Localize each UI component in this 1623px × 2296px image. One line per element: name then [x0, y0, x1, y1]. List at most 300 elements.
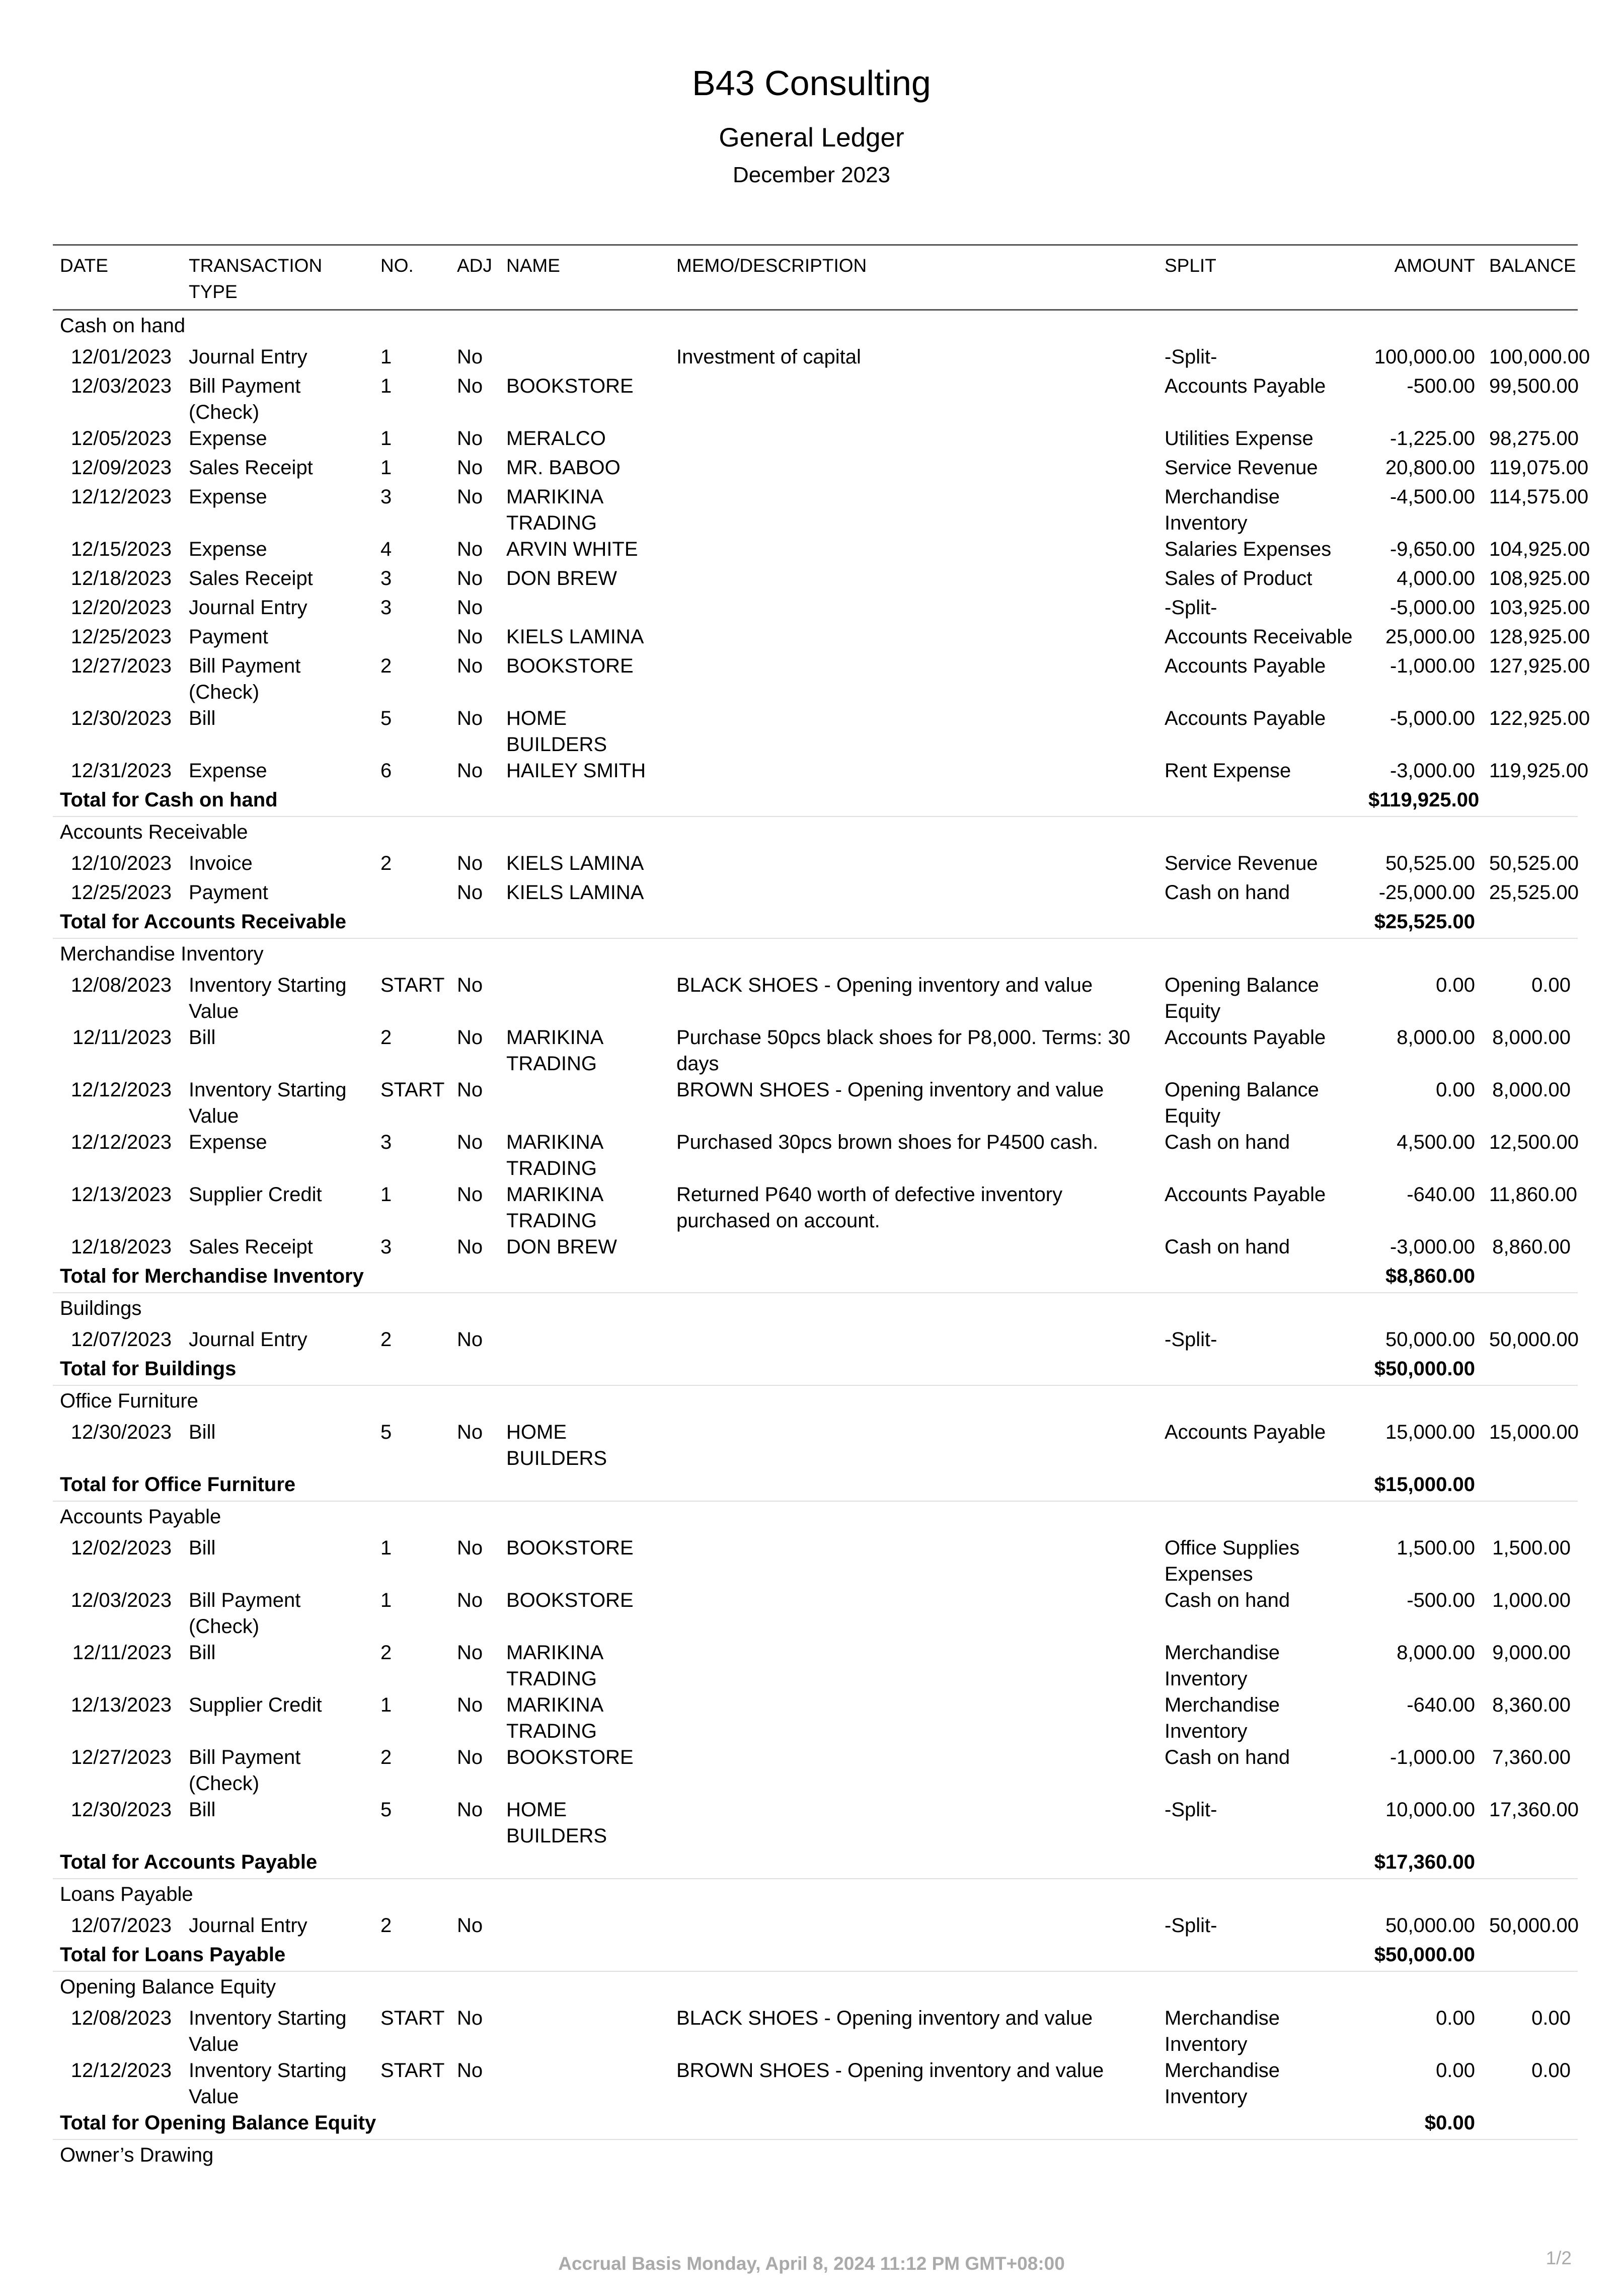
- transaction-row: [53, 1640, 1578, 1692]
- account-header-row: [53, 1501, 1578, 1535]
- cell-amount: -5,000.00: [1389, 597, 1475, 619]
- cell-adj: No: [457, 1914, 483, 1937]
- cell-date: 12/05/2023: [70, 427, 172, 450]
- account-total-spacer: [1482, 1263, 1578, 1293]
- cell-transaction-type: Journal Entry: [189, 1914, 307, 1937]
- cell-memo: Returned P640 worth of defective inventory purchased on account.: [676, 1183, 1063, 1232]
- account-header-row: [53, 938, 1578, 972]
- cell-balance: 8,000.00: [1492, 1079, 1571, 1101]
- cell-split: Cash on hand: [1165, 881, 1290, 904]
- cell-no: 3: [380, 597, 392, 619]
- cell-name: BOOKSTORE: [506, 655, 634, 677]
- cell-transaction-type: Journal Entry: [189, 346, 307, 368]
- column-header-name: NAME: [506, 255, 560, 276]
- page-number: 1/2: [1545, 2248, 1572, 2268]
- cell-name: MERALCO: [506, 427, 606, 450]
- cell-split: Accounts Payable: [1165, 1183, 1326, 1206]
- cell-split: Service Revenue: [1165, 852, 1318, 874]
- cell-date: 12/03/2023: [70, 375, 172, 397]
- cell-transaction-type: Supplier Credit: [189, 1183, 322, 1206]
- cell-balance: 114,575.00: [1489, 486, 1589, 508]
- cell-no: 2: [380, 1642, 392, 1664]
- cell-adj: No: [457, 626, 483, 648]
- cell-date: 12/27/2023: [70, 1746, 172, 1768]
- cell-date: 12/25/2023: [70, 881, 172, 904]
- cell-adj: No: [457, 1328, 483, 1351]
- account-total-amount: $50,000.00: [1361, 1356, 1482, 1385]
- account-total-spacer: [1482, 787, 1578, 817]
- transaction-row: [53, 1419, 1578, 1471]
- transaction-row: [53, 1326, 1578, 1356]
- cell-memo: [669, 1234, 1157, 1263]
- cell-balance: 119,925.00: [1489, 760, 1589, 782]
- account-total-spacer: [1482, 909, 1578, 938]
- transaction-row: [53, 705, 1578, 758]
- cell-amount: 10,000.00: [1385, 1799, 1475, 1821]
- account-name: Loans Payable: [60, 1883, 193, 1905]
- transaction-row: [53, 484, 1578, 536]
- cell-date: 12/10/2023: [70, 852, 172, 874]
- cell-memo: [669, 455, 1157, 484]
- transaction-row: [53, 1129, 1578, 1181]
- cell-amount: 8,000.00: [1397, 1642, 1475, 1664]
- account-name: Opening Balance Equity: [60, 1976, 276, 1998]
- cell-adj: No: [457, 760, 483, 782]
- cell-amount: 0.00: [1436, 1079, 1475, 1101]
- cell-split: Merchandise Inventory: [1165, 1642, 1280, 1690]
- cell-split: Accounts Receivable: [1165, 626, 1353, 648]
- cell-no: 1: [380, 346, 392, 368]
- cell-amount: 20,800.00: [1385, 457, 1475, 479]
- cell-split: Opening Balance Equity: [1165, 1079, 1319, 1127]
- transaction-row: [53, 1912, 1578, 1942]
- cell-no: 3: [380, 486, 392, 508]
- cell-adj: No: [457, 346, 483, 368]
- cell-no: 3: [380, 1131, 392, 1153]
- cell-name: [499, 2005, 669, 2057]
- cell-adj: No: [457, 2059, 483, 2082]
- cell-balance: 127,925.00: [1489, 655, 1590, 677]
- cell-date: 12/31/2023: [70, 760, 172, 782]
- cell-adj: No: [457, 1131, 483, 1153]
- account-total-row: [53, 909, 1578, 938]
- cell-amount: -9,650.00: [1389, 538, 1475, 560]
- cell-adj: No: [457, 655, 483, 677]
- cell-date: 12/30/2023: [70, 1421, 172, 1443]
- cell-date: 12/20/2023: [70, 597, 172, 619]
- cell-date: 12/02/2023: [70, 1537, 172, 1559]
- cell-adj: No: [457, 1589, 483, 1611]
- cell-adj: No: [457, 427, 483, 450]
- cell-balance: 0.00: [1531, 2007, 1571, 2029]
- transaction-row: [53, 624, 1578, 653]
- account-header-row: [53, 817, 1578, 850]
- cell-balance: 1,500.00: [1492, 1537, 1571, 1559]
- cell-balance: 104,925.00: [1489, 538, 1590, 560]
- cell-amount: 50,000.00: [1385, 1328, 1475, 1351]
- transaction-row: [53, 373, 1578, 425]
- cell-split: Salaries Expenses: [1165, 538, 1332, 560]
- transaction-row: [53, 1077, 1578, 1129]
- cell-balance: 119,075.00: [1489, 457, 1589, 479]
- cell-name: MARIKINA TRADING: [506, 1131, 603, 1179]
- cell-memo: [669, 1692, 1157, 1744]
- cell-memo: [669, 1326, 1157, 1356]
- cell-adj: No: [457, 457, 483, 479]
- cell-adj: No: [457, 1183, 483, 1206]
- cell-split: -Split-: [1165, 1799, 1217, 1821]
- column-header-balance: BALANCE: [1489, 255, 1576, 276]
- transaction-row: [53, 1797, 1578, 1849]
- cell-split: Cash on hand: [1165, 1746, 1290, 1768]
- cell-name: MARIKINA TRADING: [506, 486, 603, 534]
- cell-no: 1: [380, 427, 392, 450]
- cell-adj: No: [457, 1026, 483, 1049]
- cell-no: [373, 624, 450, 653]
- cell-split: Opening Balance Equity: [1165, 974, 1319, 1022]
- cell-adj: No: [457, 1537, 483, 1559]
- cell-no: 5: [380, 1799, 392, 1821]
- transaction-row: [53, 1587, 1578, 1640]
- account-name: Accounts Payable: [60, 1506, 221, 1528]
- cell-balance: 9,000.00: [1492, 1642, 1571, 1664]
- cell-name: [499, 1326, 669, 1356]
- transaction-row: [53, 595, 1578, 624]
- cell-memo: [669, 536, 1157, 565]
- cell-no: START: [380, 2007, 445, 2029]
- cell-no: 2: [380, 1026, 392, 1049]
- cell-memo: [669, 484, 1157, 536]
- transaction-row: [53, 455, 1578, 484]
- cell-no: 1: [380, 1537, 392, 1559]
- cell-balance: 0.00: [1531, 974, 1571, 996]
- cell-amount: -5,000.00: [1389, 707, 1475, 729]
- cell-split: -Split-: [1165, 597, 1217, 619]
- cell-date: 12/11/2023: [72, 1026, 172, 1049]
- cell-transaction-type: Inventory Starting Value: [189, 2007, 347, 2055]
- transaction-row: [53, 653, 1578, 705]
- cell-split: Cash on hand: [1165, 1236, 1290, 1258]
- cell-split: Service Revenue: [1165, 457, 1318, 479]
- cell-balance: 8,000.00: [1492, 1026, 1571, 1049]
- cell-name: ARVIN WHITE: [506, 538, 638, 560]
- account-total-row: [53, 1471, 1578, 1501]
- cell-amount: 4,500.00: [1397, 1131, 1475, 1153]
- cell-balance: 1,000.00: [1492, 1589, 1571, 1611]
- cell-amount: -640.00: [1407, 1694, 1475, 1716]
- account-name: Owner’s Drawing: [60, 2144, 214, 2166]
- cell-transaction-type: Sales Receipt: [189, 1236, 313, 1258]
- cell-name: BOOKSTORE: [506, 375, 634, 397]
- cell-name: DON BREW: [506, 567, 617, 589]
- cell-amount: 50,000.00: [1385, 1914, 1475, 1937]
- account-total-spacer: [1482, 1356, 1578, 1385]
- cell-no: 1: [380, 375, 392, 397]
- account-total-label: Total for Office Furniture: [53, 1471, 1361, 1501]
- cell-memo: [669, 1744, 1157, 1797]
- cell-transaction-type: Expense: [189, 760, 267, 782]
- cell-amount: 0.00: [1436, 2059, 1475, 2082]
- cell-no: START: [380, 974, 445, 996]
- company-name: B43 Consulting: [692, 63, 931, 103]
- cell-date: 12/30/2023: [70, 1799, 172, 1821]
- cell-adj: No: [457, 1236, 483, 1258]
- cell-name: BOOKSTORE: [506, 1537, 634, 1559]
- cell-balance: 17,360.00: [1489, 1799, 1579, 1821]
- cell-amount: 4,000.00: [1397, 567, 1475, 589]
- account-total-label: Total for Buildings: [53, 1356, 1361, 1385]
- cell-name: [499, 2057, 669, 2110]
- cell-memo: [669, 1587, 1157, 1640]
- cell-name: KIELS LAMINA: [506, 626, 644, 648]
- cell-date: 12/13/2023: [70, 1183, 172, 1206]
- cell-memo: [669, 425, 1157, 455]
- cell-split: Office Supplies Expenses: [1165, 1537, 1300, 1585]
- cell-split: Accounts Payable: [1165, 1421, 1326, 1443]
- report-period: December 2023: [732, 163, 891, 187]
- account-total-row: [53, 787, 1578, 817]
- cell-date: 12/12/2023: [70, 486, 172, 508]
- cell-amount: 25,000.00: [1385, 626, 1475, 648]
- cell-split: Accounts Payable: [1165, 375, 1326, 397]
- cell-transaction-type: Bill: [189, 1537, 216, 1559]
- cell-memo: BROWN SHOES - Opening inventory and value: [676, 2059, 1104, 2082]
- account-total-spacer: [1482, 2110, 1578, 2139]
- cell-no: 5: [380, 707, 392, 729]
- cell-name: HOME BUILDERS: [506, 1799, 607, 1847]
- account-total-row: [53, 1356, 1578, 1385]
- cell-no: START: [380, 2059, 445, 2082]
- cell-split: Cash on hand: [1165, 1131, 1290, 1153]
- cell-name: MARIKINA TRADING: [506, 1642, 603, 1690]
- cell-balance: 122,925.00: [1489, 707, 1590, 729]
- cell-name: KIELS LAMINA: [506, 881, 644, 904]
- report-title: General Ledger: [719, 123, 904, 153]
- cell-memo: [669, 373, 1157, 425]
- cell-memo: [669, 565, 1157, 595]
- cell-split: Accounts Payable: [1165, 655, 1326, 677]
- cell-adj: No: [457, 1694, 483, 1716]
- transaction-row: [53, 1024, 1578, 1077]
- cell-split: Merchandise Inventory: [1165, 2007, 1280, 2055]
- account-total-amount: $15,000.00: [1361, 1471, 1482, 1501]
- transaction-row: [53, 2005, 1578, 2057]
- cell-name: [499, 344, 669, 373]
- transaction-row: [53, 850, 1578, 879]
- account-header-row: [53, 2139, 1578, 2173]
- cell-amount: -1,000.00: [1389, 655, 1475, 677]
- cell-no: 2: [380, 1328, 392, 1351]
- cell-name: BOOKSTORE: [506, 1746, 634, 1768]
- cell-adj: No: [457, 597, 483, 619]
- transaction-row: [53, 1744, 1578, 1797]
- cell-transaction-type: Supplier Credit: [189, 1694, 322, 1716]
- cell-balance: 0.00: [1531, 2059, 1571, 2082]
- cell-split: Accounts Payable: [1165, 707, 1326, 729]
- cell-adj: No: [457, 538, 483, 560]
- cell-transaction-type: Bill: [189, 1026, 216, 1049]
- cell-split: Sales of Product: [1165, 567, 1312, 589]
- transaction-row: [53, 344, 1578, 373]
- cell-no: 1: [380, 457, 392, 479]
- account-header-row: [53, 1293, 1578, 1326]
- cell-adj: No: [457, 852, 483, 874]
- account-header-row: [53, 310, 1578, 344]
- transaction-row: [53, 1234, 1578, 1263]
- cell-name: [499, 595, 669, 624]
- column-header-transaction-type: TRANSACTION TYPE: [189, 255, 323, 302]
- cell-memo: [669, 1912, 1157, 1942]
- cell-adj: No: [457, 881, 483, 904]
- column-header-split: SPLIT: [1165, 255, 1216, 276]
- cell-amount: -640.00: [1407, 1183, 1475, 1206]
- column-header-adj: ADJ: [457, 255, 492, 276]
- cell-transaction-type: Bill Payment (Check): [189, 1589, 301, 1638]
- cell-amount: -500.00: [1407, 375, 1475, 397]
- cell-no: 5: [380, 1421, 392, 1443]
- report-footer: Accrual Basis Monday, April 8, 2024 11:12 PM GMT+08:00: [558, 2253, 1065, 2274]
- cell-no: 1: [380, 1694, 392, 1716]
- cell-split: Merchandise Inventory: [1165, 2059, 1280, 2108]
- cell-amount: 1,500.00: [1397, 1537, 1475, 1559]
- account-total-amount: $119,925.00: [1361, 787, 1482, 817]
- cell-name: MR. BABOO: [506, 457, 621, 479]
- cell-date: 12/01/2023: [70, 346, 172, 368]
- cell-transaction-type: Journal Entry: [189, 597, 307, 619]
- account-name: Office Furniture: [60, 1390, 198, 1412]
- cell-amount: -3,000.00: [1389, 1236, 1475, 1258]
- cell-split: -Split-: [1165, 1914, 1217, 1937]
- cell-split: Accounts Payable: [1165, 1026, 1326, 1049]
- cell-no: 2: [380, 1746, 392, 1768]
- cell-date: 12/15/2023: [70, 538, 172, 560]
- cell-amount: -25,000.00: [1378, 881, 1475, 904]
- cell-memo: BLACK SHOES - Opening inventory and value: [676, 2007, 1093, 2029]
- column-header-no: NO.: [380, 255, 414, 276]
- transaction-row: [53, 1692, 1578, 1744]
- cell-name: HAILEY SMITH: [506, 760, 646, 782]
- cell-name: MARIKINA TRADING: [506, 1026, 603, 1075]
- cell-adj: No: [457, 2007, 483, 2029]
- transaction-row: [53, 2057, 1578, 2110]
- cell-balance: 50,000.00: [1489, 1914, 1579, 1937]
- cell-balance: 15,000.00: [1489, 1421, 1579, 1443]
- cell-amount: 0.00: [1436, 2007, 1475, 2029]
- cell-no: 6: [380, 760, 392, 782]
- cell-balance: 11,860.00: [1489, 1183, 1577, 1206]
- account-total-label: Total for Merchandise Inventory: [53, 1263, 1361, 1293]
- cell-split: Merchandise Inventory: [1165, 486, 1280, 534]
- cell-transaction-type: Payment: [189, 881, 268, 904]
- cell-transaction-type: Bill: [189, 707, 216, 729]
- cell-transaction-type: Payment: [189, 626, 268, 648]
- transaction-row: [53, 425, 1578, 455]
- cell-date: 12/27/2023: [70, 655, 172, 677]
- transaction-row: [53, 879, 1578, 909]
- account-total-row: [53, 2110, 1578, 2139]
- cell-balance: 108,925.00: [1489, 567, 1590, 589]
- cell-memo: [669, 879, 1157, 909]
- cell-name: MARIKINA TRADING: [506, 1183, 603, 1232]
- transaction-row: [53, 972, 1578, 1024]
- account-total-label: Total for Loans Payable: [53, 1942, 1361, 1971]
- cell-split: -Split-: [1165, 1328, 1217, 1351]
- cell-memo: BLACK SHOES - Opening inventory and value: [676, 974, 1093, 996]
- cell-name: DON BREW: [506, 1236, 617, 1258]
- cell-date: 12/12/2023: [70, 2059, 172, 2082]
- cell-memo: [669, 1640, 1157, 1692]
- cell-memo: [669, 1419, 1157, 1471]
- cell-date: 12/18/2023: [70, 567, 172, 589]
- account-total-spacer: [1482, 1849, 1578, 1879]
- column-header-memo: MEMO/DESCRIPTION: [676, 255, 867, 276]
- cell-amount: 8,000.00: [1397, 1026, 1475, 1049]
- account-total-spacer: [1482, 1471, 1578, 1501]
- cell-name: KIELS LAMINA: [506, 852, 644, 874]
- account-total-label: Total for Accounts Payable: [53, 1849, 1361, 1879]
- cell-balance: 128,925.00: [1489, 626, 1590, 648]
- cell-split: Merchandise Inventory: [1165, 1694, 1280, 1742]
- cell-balance: 25,525.00: [1489, 881, 1579, 904]
- cell-transaction-type: Expense: [189, 427, 267, 450]
- cell-transaction-type: Bill: [189, 1642, 216, 1664]
- cell-transaction-type: Expense: [189, 1131, 267, 1153]
- account-name: Accounts Receivable: [60, 821, 248, 843]
- cell-transaction-type: Bill Payment (Check): [189, 1746, 301, 1795]
- cell-name: HOME BUILDERS: [506, 1421, 607, 1469]
- cell-memo: [669, 758, 1157, 787]
- cell-date: 12/08/2023: [70, 2007, 172, 2029]
- cell-amount: 100,000.00: [1374, 346, 1475, 368]
- general-ledger-table: [53, 244, 1590, 2173]
- account-total-row: [53, 1263, 1578, 1293]
- cell-transaction-type: Bill Payment (Check): [189, 375, 301, 423]
- account-total-amount: $17,360.00: [1361, 1849, 1482, 1879]
- account-total-label: Total for Accounts Receivable: [53, 909, 1361, 938]
- cell-amount: 50,525.00: [1385, 852, 1475, 874]
- cell-transaction-type: Expense: [189, 486, 267, 508]
- account-total-label: Total for Cash on hand: [53, 787, 1361, 817]
- cell-amount: 15,000.00: [1385, 1421, 1475, 1443]
- column-header-row: [53, 245, 1578, 310]
- cell-date: 12/30/2023: [70, 707, 172, 729]
- cell-memo: [669, 1535, 1157, 1587]
- cell-adj: No: [457, 1642, 483, 1664]
- account-name: Buildings: [60, 1297, 142, 1319]
- cell-memo: [669, 850, 1157, 879]
- transaction-row: [53, 758, 1578, 787]
- cell-no: [373, 879, 450, 909]
- cell-memo: [669, 705, 1157, 758]
- cell-balance: 7,360.00: [1492, 1746, 1571, 1768]
- cell-no: START: [380, 1079, 445, 1101]
- cell-no: 3: [380, 1236, 392, 1258]
- cell-transaction-type: Bill Payment (Check): [189, 655, 301, 703]
- cell-amount: -500.00: [1407, 1589, 1475, 1611]
- cell-no: 4: [380, 538, 392, 560]
- cell-memo: BROWN SHOES - Opening inventory and value: [676, 1079, 1104, 1101]
- cell-no: 3: [380, 567, 392, 589]
- column-header-amount: AMOUNT: [1394, 255, 1475, 276]
- cell-adj: No: [457, 567, 483, 589]
- cell-no: 2: [380, 655, 392, 677]
- cell-name: [499, 1077, 669, 1129]
- cell-name: MARIKINA TRADING: [506, 1694, 603, 1742]
- account-total-amount: $0.00: [1361, 2110, 1482, 2139]
- cell-memo: [669, 624, 1157, 653]
- cell-date: 12/11/2023: [72, 1642, 172, 1664]
- cell-amount: -1,000.00: [1389, 1746, 1475, 1768]
